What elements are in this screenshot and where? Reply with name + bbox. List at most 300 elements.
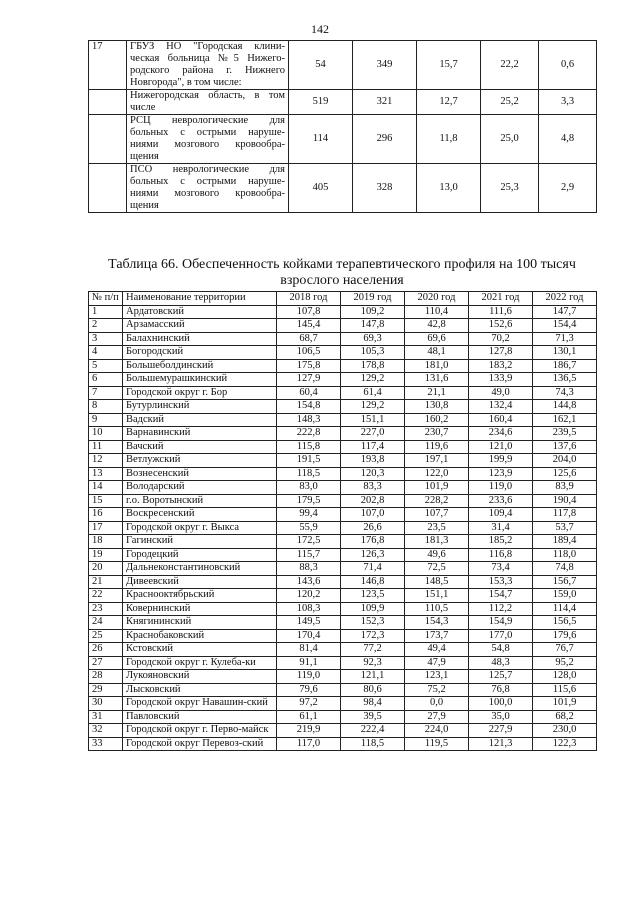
value-cell: 83,3 bbox=[341, 481, 405, 495]
row-number: 8 bbox=[89, 400, 123, 414]
value-cell: 149,5 bbox=[277, 616, 341, 630]
value-cell: 95,2 bbox=[533, 656, 597, 670]
value-cell: 27,9 bbox=[405, 710, 469, 724]
value-cell: 156,7 bbox=[533, 575, 597, 589]
territory-name: Арзамасский bbox=[123, 319, 277, 333]
territory-name: Ветлужский bbox=[123, 454, 277, 468]
value-cell: 49,0 bbox=[469, 386, 533, 400]
value-cell: 119,0 bbox=[277, 670, 341, 684]
value-cell: 21,1 bbox=[405, 386, 469, 400]
value-cell: 101,9 bbox=[533, 697, 597, 711]
value-cell: 176,8 bbox=[341, 535, 405, 549]
value-cell: 172,5 bbox=[277, 535, 341, 549]
value-cell: 160,4 bbox=[469, 413, 533, 427]
value-cell: 25,3 bbox=[481, 164, 539, 213]
value-cell: 23,5 bbox=[405, 521, 469, 535]
territory-name: Краснобаковский bbox=[123, 629, 277, 643]
value-cell: 146,8 bbox=[341, 575, 405, 589]
value-cell: 53,7 bbox=[533, 521, 597, 535]
value-cell: 99,4 bbox=[277, 508, 341, 522]
value-cell: 349 bbox=[353, 41, 417, 90]
value-cell: 234,6 bbox=[469, 427, 533, 441]
territory-name: Вознесенский bbox=[123, 467, 277, 481]
value-cell: 133,9 bbox=[469, 373, 533, 387]
territory-name: Богородский bbox=[123, 346, 277, 360]
value-cell: 70,2 bbox=[469, 332, 533, 346]
table-row bbox=[89, 589, 597, 603]
value-cell: 130,8 bbox=[405, 400, 469, 414]
territory-name: Городской округ г. Выкса bbox=[123, 521, 277, 535]
value-cell: 117,4 bbox=[341, 440, 405, 454]
table-row bbox=[89, 670, 597, 684]
row-number: 10 bbox=[89, 427, 123, 441]
value-cell: 72,5 bbox=[405, 562, 469, 576]
value-cell: 224,0 bbox=[405, 724, 469, 738]
table-row bbox=[89, 386, 597, 400]
territory-name: Нижегородская область, в том числе bbox=[127, 90, 289, 115]
value-cell: 177,0 bbox=[469, 629, 533, 643]
value-cell: 83,0 bbox=[277, 481, 341, 495]
value-cell: 189,4 bbox=[533, 535, 597, 549]
value-cell: 144,8 bbox=[533, 400, 597, 414]
value-cell: 131,6 bbox=[405, 373, 469, 387]
territory-name: Павловский bbox=[123, 710, 277, 724]
page-number: 142 bbox=[311, 22, 329, 36]
value-cell: 114 bbox=[289, 115, 353, 164]
value-cell: 49,6 bbox=[405, 548, 469, 562]
value-cell: 178,8 bbox=[341, 359, 405, 373]
value-cell: 91,1 bbox=[277, 656, 341, 670]
value-cell: 15,7 bbox=[417, 41, 481, 90]
value-cell: 197,1 bbox=[405, 454, 469, 468]
value-cell: 109,2 bbox=[341, 305, 405, 319]
value-cell: 68,7 bbox=[277, 332, 341, 346]
territory-name: ГБУЗ НО "Городская клини-ческая больница №5 Нижего-родского района г. Нижнего Новгорода", в том числе: bbox=[127, 41, 289, 90]
value-cell: 156,5 bbox=[533, 616, 597, 630]
value-cell: 159,0 bbox=[533, 589, 597, 603]
territory-name: Балахнинский bbox=[123, 332, 277, 346]
territory-name: Варнавинский bbox=[123, 427, 277, 441]
value-cell: 183,2 bbox=[469, 359, 533, 373]
row-number: 31 bbox=[89, 710, 123, 724]
value-cell: 199,9 bbox=[469, 454, 533, 468]
row-number: 28 bbox=[89, 670, 123, 684]
value-cell: 119,5 bbox=[405, 737, 469, 751]
table-row bbox=[89, 656, 597, 670]
value-cell: 121,0 bbox=[469, 440, 533, 454]
territory-name: Гагинский bbox=[123, 535, 277, 549]
territory-name: Княгининский bbox=[123, 616, 277, 630]
table-row bbox=[89, 616, 597, 630]
table-row bbox=[89, 41, 597, 90]
value-cell: 175,8 bbox=[277, 359, 341, 373]
territory-name: г.о. Воротынский bbox=[123, 494, 277, 508]
table-row bbox=[89, 710, 597, 724]
table-row bbox=[89, 535, 597, 549]
value-cell: 112,2 bbox=[469, 602, 533, 616]
table-row bbox=[89, 440, 597, 454]
value-cell: 296 bbox=[353, 115, 417, 164]
row-number: 9 bbox=[89, 413, 123, 427]
territory-name: Воскресенский bbox=[123, 508, 277, 522]
value-cell: 162,1 bbox=[533, 413, 597, 427]
table-row bbox=[89, 683, 597, 697]
table-row bbox=[89, 346, 597, 360]
value-cell: 123,9 bbox=[469, 467, 533, 481]
value-cell: 48,1 bbox=[405, 346, 469, 360]
table-row bbox=[89, 467, 597, 481]
value-cell: 202,8 bbox=[341, 494, 405, 508]
value-cell: 54,8 bbox=[469, 643, 533, 657]
territory-name: Лысковский bbox=[123, 683, 277, 697]
value-cell: 148,5 bbox=[405, 575, 469, 589]
value-cell: 233,6 bbox=[469, 494, 533, 508]
value-cell: 125,6 bbox=[533, 467, 597, 481]
table-row bbox=[89, 359, 597, 373]
value-cell: 191,5 bbox=[277, 454, 341, 468]
row-number: 33 bbox=[89, 737, 123, 751]
value-cell: 117,8 bbox=[533, 508, 597, 522]
territory-name: Городской округ г. Бор bbox=[123, 386, 277, 400]
table-row bbox=[89, 90, 597, 115]
value-cell: 117,0 bbox=[277, 737, 341, 751]
value-cell: 154,3 bbox=[405, 616, 469, 630]
value-cell: 35,0 bbox=[469, 710, 533, 724]
value-cell: 132,4 bbox=[469, 400, 533, 414]
value-cell: 106,5 bbox=[277, 346, 341, 360]
value-cell: 127,8 bbox=[469, 346, 533, 360]
value-cell: 219,9 bbox=[277, 724, 341, 738]
row-number: 26 bbox=[89, 643, 123, 657]
value-cell: 185,2 bbox=[469, 535, 533, 549]
value-cell: 100,0 bbox=[469, 697, 533, 711]
row-number: 30 bbox=[89, 697, 123, 711]
value-cell: 48,3 bbox=[469, 656, 533, 670]
territory-name: Городской округ Перевоз-ский bbox=[123, 737, 277, 751]
header-no: № п/п bbox=[89, 292, 123, 306]
value-cell: 228,2 bbox=[405, 494, 469, 508]
value-cell: 179,5 bbox=[277, 494, 341, 508]
value-cell: 239,5 bbox=[533, 427, 597, 441]
value-cell: 118,5 bbox=[277, 467, 341, 481]
value-cell: 151,1 bbox=[341, 413, 405, 427]
value-cell: 227,9 bbox=[469, 724, 533, 738]
value-cell: 69,6 bbox=[405, 332, 469, 346]
row-number: 17 bbox=[89, 41, 127, 90]
value-cell: 13,0 bbox=[417, 164, 481, 213]
value-cell: 190,4 bbox=[533, 494, 597, 508]
value-cell: 83,9 bbox=[533, 481, 597, 495]
value-cell: 181,3 bbox=[405, 535, 469, 549]
value-cell: 123,1 bbox=[405, 670, 469, 684]
value-cell: 122,0 bbox=[405, 467, 469, 481]
value-cell: 227,0 bbox=[341, 427, 405, 441]
value-cell: 204,0 bbox=[533, 454, 597, 468]
value-cell: 143,6 bbox=[277, 575, 341, 589]
value-cell: 80,6 bbox=[341, 683, 405, 697]
table-title: Таблица 66. Обеспеченность койками терапевтического профиля на 100 тысяч взрослого населения bbox=[108, 257, 576, 288]
table-header-row bbox=[89, 292, 597, 306]
value-cell: 88,3 bbox=[277, 562, 341, 576]
row-number: 32 bbox=[89, 724, 123, 738]
value-cell: 118,5 bbox=[341, 737, 405, 751]
value-cell: 114,4 bbox=[533, 602, 597, 616]
value-cell: 109,9 bbox=[341, 602, 405, 616]
table-row bbox=[89, 413, 597, 427]
value-cell: 160,2 bbox=[405, 413, 469, 427]
header-year: 2021 год bbox=[469, 292, 533, 306]
territory-name: Городской округ Навашин-ский bbox=[123, 697, 277, 711]
value-cell: 147,8 bbox=[341, 319, 405, 333]
table-row bbox=[89, 164, 597, 213]
value-cell: 98,4 bbox=[341, 697, 405, 711]
value-cell: 105,3 bbox=[341, 346, 405, 360]
header-year: 2019 год bbox=[341, 292, 405, 306]
row-number: 3 bbox=[89, 332, 123, 346]
value-cell: 130,1 bbox=[533, 346, 597, 360]
value-cell: 147,7 bbox=[533, 305, 597, 319]
value-cell: 76,7 bbox=[533, 643, 597, 657]
row-number: 15 bbox=[89, 494, 123, 508]
value-cell: 71,3 bbox=[533, 332, 597, 346]
value-cell: 116,8 bbox=[469, 548, 533, 562]
row-number: 17 bbox=[89, 521, 123, 535]
value-cell: 120,2 bbox=[277, 589, 341, 603]
table-row bbox=[89, 548, 597, 562]
table-row bbox=[89, 697, 597, 711]
table-row bbox=[89, 373, 597, 387]
value-cell: 73,4 bbox=[469, 562, 533, 576]
value-cell: 127,9 bbox=[277, 373, 341, 387]
table-row bbox=[89, 400, 597, 414]
value-cell: 152,6 bbox=[469, 319, 533, 333]
value-cell: 55,9 bbox=[277, 521, 341, 535]
row-number: 7 bbox=[89, 386, 123, 400]
value-cell: 107,7 bbox=[405, 508, 469, 522]
value-cell: 222,8 bbox=[277, 427, 341, 441]
row-number: 16 bbox=[89, 508, 123, 522]
territory-name: Бутурлинский bbox=[123, 400, 277, 414]
value-cell: 71,4 bbox=[341, 562, 405, 576]
row-number: 21 bbox=[89, 575, 123, 589]
value-cell: 123,5 bbox=[341, 589, 405, 603]
row-number: 18 bbox=[89, 535, 123, 549]
value-cell: 92,3 bbox=[341, 656, 405, 670]
value-cell: 120,3 bbox=[341, 467, 405, 481]
table-row bbox=[89, 115, 597, 164]
territory-name: Ковернинский bbox=[123, 602, 277, 616]
territory-name: ПСО неврологические для больных с острыми наруше-ниями мозгового кровообра-щения bbox=[127, 164, 289, 213]
value-cell: 107,8 bbox=[277, 305, 341, 319]
table-row bbox=[89, 305, 597, 319]
territory-name: Большеболдинский bbox=[123, 359, 277, 373]
row-number: 22 bbox=[89, 589, 123, 603]
table-row bbox=[89, 454, 597, 468]
row-number: 2 bbox=[89, 319, 123, 333]
row-number bbox=[89, 90, 127, 115]
value-cell: 42,8 bbox=[405, 319, 469, 333]
beds-table bbox=[88, 291, 597, 751]
value-cell: 172,3 bbox=[341, 629, 405, 643]
value-cell: 81,4 bbox=[277, 643, 341, 657]
territory-name: Большемурашкинский bbox=[123, 373, 277, 387]
header-year: 2022 год bbox=[533, 292, 597, 306]
value-cell: 121,1 bbox=[341, 670, 405, 684]
value-cell: 110,4 bbox=[405, 305, 469, 319]
value-cell: 154,4 bbox=[533, 319, 597, 333]
header-year: 2018 год bbox=[277, 292, 341, 306]
value-cell: 137,6 bbox=[533, 440, 597, 454]
value-cell: 222,4 bbox=[341, 724, 405, 738]
territory-name: Ардатовский bbox=[123, 305, 277, 319]
value-cell: 154,9 bbox=[469, 616, 533, 630]
value-cell: 129,2 bbox=[341, 400, 405, 414]
territory-name: Дивеевский bbox=[123, 575, 277, 589]
value-cell: 328 bbox=[353, 164, 417, 213]
row-number: 23 bbox=[89, 602, 123, 616]
value-cell: 122,3 bbox=[533, 737, 597, 751]
row-number: 24 bbox=[89, 616, 123, 630]
value-cell: 125,7 bbox=[469, 670, 533, 684]
row-number bbox=[89, 164, 127, 213]
table-row bbox=[89, 629, 597, 643]
value-cell: 69,3 bbox=[341, 332, 405, 346]
value-cell: 60,4 bbox=[277, 386, 341, 400]
value-cell: 49,4 bbox=[405, 643, 469, 657]
value-cell: 4,8 bbox=[539, 115, 597, 164]
table-row bbox=[89, 521, 597, 535]
header-territory: Наименование территории bbox=[123, 292, 277, 306]
value-cell: 154,8 bbox=[277, 400, 341, 414]
value-cell: 115,8 bbox=[277, 440, 341, 454]
row-number: 11 bbox=[89, 440, 123, 454]
value-cell: 0,0 bbox=[405, 697, 469, 711]
table-row bbox=[89, 737, 597, 751]
value-cell: 170,4 bbox=[277, 629, 341, 643]
value-cell: 54 bbox=[289, 41, 353, 90]
value-cell: 68,2 bbox=[533, 710, 597, 724]
territory-name: Лукояновский bbox=[123, 670, 277, 684]
value-cell: 25,2 bbox=[481, 90, 539, 115]
value-cell: 173,7 bbox=[405, 629, 469, 643]
value-cell: 76,8 bbox=[469, 683, 533, 697]
territory-name: РСЦ неврологические для больных с острыми наруше-ниями мозгового кровообра-щения bbox=[127, 115, 289, 164]
value-cell: 151,1 bbox=[405, 589, 469, 603]
value-cell: 111,6 bbox=[469, 305, 533, 319]
row-number: 27 bbox=[89, 656, 123, 670]
value-cell: 119,6 bbox=[405, 440, 469, 454]
value-cell: 126,3 bbox=[341, 548, 405, 562]
value-cell: 115,6 bbox=[533, 683, 597, 697]
table-row bbox=[89, 427, 597, 441]
value-cell: 115,7 bbox=[277, 548, 341, 562]
territory-name: Вачский bbox=[123, 440, 277, 454]
value-cell: 152,3 bbox=[341, 616, 405, 630]
table-row bbox=[89, 602, 597, 616]
value-cell: 11,8 bbox=[417, 115, 481, 164]
value-cell: 148,3 bbox=[277, 413, 341, 427]
header-year: 2020 год bbox=[405, 292, 469, 306]
territory-name: Городской округ г. Кулеба-ки bbox=[123, 656, 277, 670]
value-cell: 145,4 bbox=[277, 319, 341, 333]
row-number: 4 bbox=[89, 346, 123, 360]
territory-name: Краснооктябрьский bbox=[123, 589, 277, 603]
territory-name: Володарский bbox=[123, 481, 277, 495]
value-cell: 75,2 bbox=[405, 683, 469, 697]
value-cell: 230,7 bbox=[405, 427, 469, 441]
row-number: 1 bbox=[89, 305, 123, 319]
value-cell: 12,7 bbox=[417, 90, 481, 115]
value-cell: 74,8 bbox=[533, 562, 597, 576]
table-row bbox=[89, 319, 597, 333]
value-cell: 193,8 bbox=[341, 454, 405, 468]
row-number: 6 bbox=[89, 373, 123, 387]
value-cell: 110,5 bbox=[405, 602, 469, 616]
value-cell: 39,5 bbox=[341, 710, 405, 724]
territory-name: Городской округ г. Перво-майск bbox=[123, 724, 277, 738]
value-cell: 61,1 bbox=[277, 710, 341, 724]
territory-name: Городецкий bbox=[123, 548, 277, 562]
value-cell: 74,3 bbox=[533, 386, 597, 400]
value-cell: 321 bbox=[353, 90, 417, 115]
value-cell: 109,4 bbox=[469, 508, 533, 522]
territory-name: Дальнеконстантиновский bbox=[123, 562, 277, 576]
value-cell: 129,2 bbox=[341, 373, 405, 387]
table-row bbox=[89, 575, 597, 589]
row-number: 13 bbox=[89, 467, 123, 481]
row-number: 14 bbox=[89, 481, 123, 495]
value-cell: 179,6 bbox=[533, 629, 597, 643]
table-row bbox=[89, 562, 597, 576]
value-cell: 186,7 bbox=[533, 359, 597, 373]
value-cell: 2,9 bbox=[539, 164, 597, 213]
value-cell: 154,7 bbox=[469, 589, 533, 603]
value-cell: 405 bbox=[289, 164, 353, 213]
value-cell: 153,3 bbox=[469, 575, 533, 589]
row-number: 20 bbox=[89, 562, 123, 576]
value-cell: 31,4 bbox=[469, 521, 533, 535]
continued-table bbox=[88, 40, 597, 213]
row-number: 5 bbox=[89, 359, 123, 373]
value-cell: 25,0 bbox=[481, 115, 539, 164]
value-cell: 77,2 bbox=[341, 643, 405, 657]
territory-name: Вадский bbox=[123, 413, 277, 427]
value-cell: 61,4 bbox=[341, 386, 405, 400]
value-cell: 0,6 bbox=[539, 41, 597, 90]
value-cell: 22,2 bbox=[481, 41, 539, 90]
table-row bbox=[89, 481, 597, 495]
value-cell: 47,9 bbox=[405, 656, 469, 670]
value-cell: 107,0 bbox=[341, 508, 405, 522]
table-row bbox=[89, 724, 597, 738]
table-row bbox=[89, 494, 597, 508]
value-cell: 136,5 bbox=[533, 373, 597, 387]
territory-name: Кстовский bbox=[123, 643, 277, 657]
row-number bbox=[89, 115, 127, 164]
value-cell: 108,3 bbox=[277, 602, 341, 616]
value-cell: 97,2 bbox=[277, 697, 341, 711]
row-number: 25 bbox=[89, 629, 123, 643]
row-number: 12 bbox=[89, 454, 123, 468]
value-cell: 121,3 bbox=[469, 737, 533, 751]
value-cell: 119,0 bbox=[469, 481, 533, 495]
value-cell: 519 bbox=[289, 90, 353, 115]
table-row bbox=[89, 508, 597, 522]
value-cell: 3,3 bbox=[539, 90, 597, 115]
table-row bbox=[89, 643, 597, 657]
value-cell: 79,6 bbox=[277, 683, 341, 697]
value-cell: 181,0 bbox=[405, 359, 469, 373]
